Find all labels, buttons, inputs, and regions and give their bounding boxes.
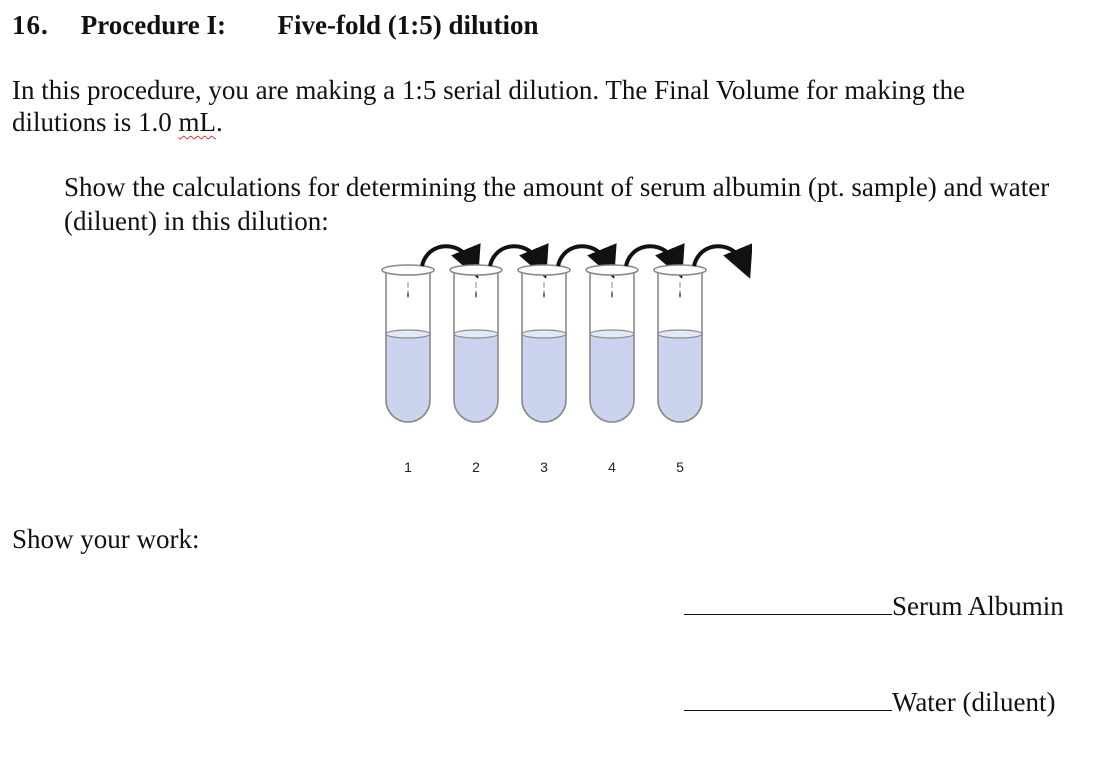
tube-rim (654, 265, 706, 275)
tube-liquid (386, 334, 430, 422)
procedure-label: Procedure I: (80, 10, 226, 40)
intro-text: In this procedure, you are making a 1:5 serial dilution. The Final Volume for making the dilutions is 1.0 (12, 75, 966, 137)
question-number: 16. (12, 10, 49, 40)
drop-icon (543, 290, 545, 298)
tube-meniscus (658, 330, 702, 338)
tube-rim (586, 265, 638, 275)
tube-label: 4 (608, 459, 616, 475)
drop-icon (475, 290, 477, 298)
tube-meniscus (386, 330, 430, 338)
intro-period: . (216, 107, 223, 137)
transfer-arrow (626, 246, 676, 266)
tube-rim (450, 265, 502, 275)
drop-icon (679, 290, 681, 298)
tube-meniscus (454, 330, 498, 338)
water-blank[interactable] (684, 684, 892, 711)
transfer-arrow (558, 246, 608, 266)
show-work-prompt: Show your work: (12, 524, 200, 554)
tube-liquid (454, 334, 498, 422)
serial-dilution-figure (372, 232, 752, 482)
answer-serum-albumin (684, 588, 1064, 622)
tube-meniscus (590, 330, 634, 338)
transfer-arrow (694, 246, 744, 266)
tube-liquid (522, 334, 566, 422)
intro-paragraph (12, 74, 1062, 138)
drop-icon (611, 290, 613, 298)
tube-label: 1 (404, 459, 412, 475)
transfer-arrow (490, 246, 540, 266)
drop-icon (407, 290, 409, 298)
tube-label: 2 (472, 459, 480, 475)
tube-rim (382, 265, 434, 275)
question-heading (12, 10, 539, 41)
tube-label: 3 (540, 459, 548, 475)
unit-spellcheck-word: mL (178, 107, 217, 137)
tube-meniscus (522, 330, 566, 338)
procedure-title: Five-fold (1:5) dilution (277, 10, 539, 40)
serum-albumin-label: Serum Albumin (892, 591, 1064, 621)
tube-label: 5 (676, 459, 684, 475)
water-label: Water (diluent) (892, 687, 1056, 717)
tube-liquid (590, 334, 634, 422)
tube-liquid (658, 334, 702, 422)
answer-water (684, 684, 1056, 718)
transfer-arrow (422, 246, 472, 266)
instruction-paragraph: Show the calculations for determining the amount of serum albumin (pt. sample) and water (diluent) in this dilution: (64, 172, 1050, 236)
serum-albumin-blank[interactable] (684, 588, 892, 615)
tube-rim (518, 265, 570, 275)
